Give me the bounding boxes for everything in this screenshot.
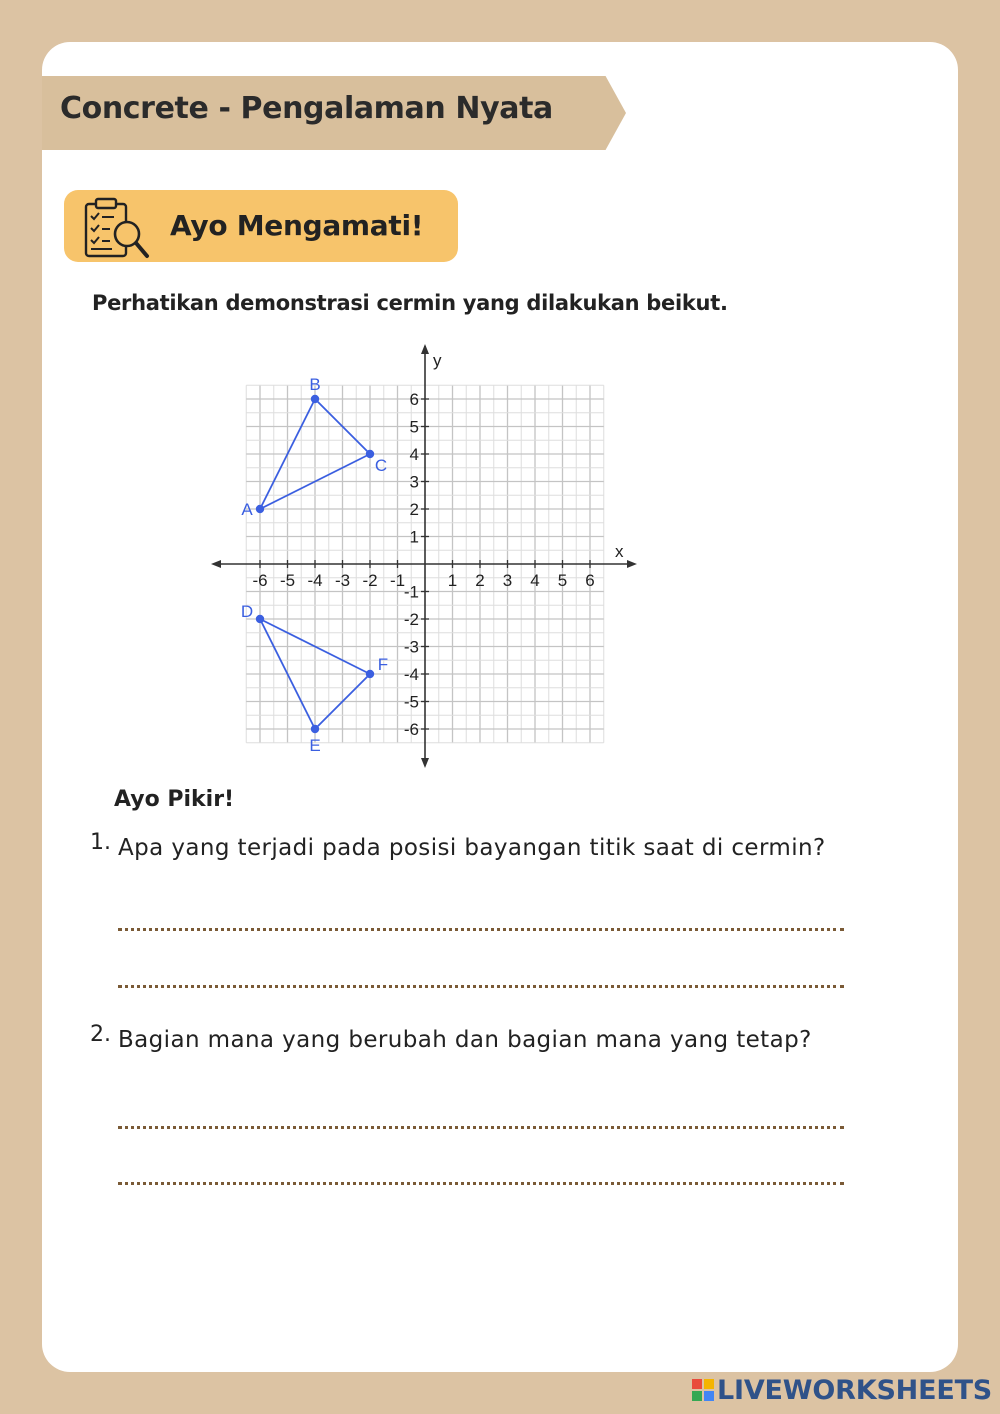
clipboard-magnifier-icon — [82, 196, 152, 262]
x-tick-label: 6 — [585, 571, 595, 590]
x-tick-label: 4 — [530, 571, 540, 590]
x-tick-label: -2 — [362, 571, 378, 590]
point-label-a: A — [241, 500, 253, 519]
question-2-number: 2. — [90, 1022, 111, 1047]
point-label-c: C — [374, 456, 388, 475]
x-axis-arrow-right — [627, 560, 637, 568]
y-tick-label: 2 — [409, 500, 419, 519]
question-1-text: Apa yang terjadi pada posisi bayangan titik saat di cermin? — [118, 835, 826, 861]
point-d — [256, 615, 264, 623]
x-tick-label: 3 — [502, 571, 513, 590]
answer-line-1b[interactable] — [118, 985, 844, 988]
answer-line-2a[interactable] — [118, 1126, 844, 1129]
y-axis-arrow-bottom — [421, 758, 429, 768]
point-b — [311, 395, 319, 403]
page-title: Concrete - Pengalaman Nyata — [60, 91, 553, 126]
x-tick-label: 5 — [557, 571, 568, 590]
point-label-b: B — [309, 375, 321, 394]
x-tick-label: -5 — [279, 571, 296, 590]
x-tick-label: -1 — [389, 571, 406, 590]
answer-line-2b[interactable] — [118, 1182, 844, 1185]
x-tick-label: 1 — [447, 571, 458, 590]
x-axis-label: x — [615, 542, 624, 561]
y-axis-label: y — [433, 351, 442, 370]
y-tick-label: 1 — [409, 527, 419, 547]
point-c — [366, 450, 374, 458]
answer-line-1a[interactable] — [118, 928, 844, 931]
y-tick-label: -2 — [403, 610, 419, 629]
y-tick-label: -3 — [403, 637, 419, 657]
x-tick-label: -6 — [252, 571, 268, 590]
y-tick-label: -6 — [403, 720, 419, 739]
question-1-number: 1. — [90, 830, 111, 855]
think-title: Ayo Pikir! — [114, 787, 235, 812]
point-label-f: F — [377, 655, 389, 674]
x-tick-label: 2 — [475, 571, 485, 590]
y-tick-label: -4 — [403, 665, 419, 684]
point-label-d: D — [240, 602, 254, 621]
point-label-e: E — [309, 736, 321, 755]
y-tick-label: 5 — [409, 417, 419, 437]
y-tick-label: -1 — [403, 582, 419, 602]
watermark-text: LIVEWORKSHEETS — [717, 1374, 993, 1406]
x-tick-label: -3 — [334, 571, 351, 590]
point-a — [256, 505, 264, 513]
instruction-text: Perhatikan demonstrasi cermin yang dilakukan beikut. — [92, 291, 728, 315]
liveworksheets-logo-icon — [692, 1379, 714, 1401]
y-tick-label: 3 — [409, 472, 419, 492]
y-axis-arrow-top — [421, 344, 429, 354]
question-2-text: Bagian mana yang berubah dan bagian mana yang tetap? — [118, 1027, 812, 1053]
y-tick-label: 6 — [409, 390, 419, 409]
point-f — [366, 670, 374, 678]
coordinate-graph — [205, 340, 645, 772]
observe-title: Ayo Mengamati! — [170, 209, 424, 242]
y-tick-label: 4 — [409, 445, 419, 464]
point-e — [311, 725, 319, 733]
watermark — [692, 1374, 992, 1406]
x-tick-label: -4 — [307, 571, 323, 590]
y-tick-label: -5 — [403, 692, 419, 712]
x-axis-arrow-left — [211, 560, 221, 568]
